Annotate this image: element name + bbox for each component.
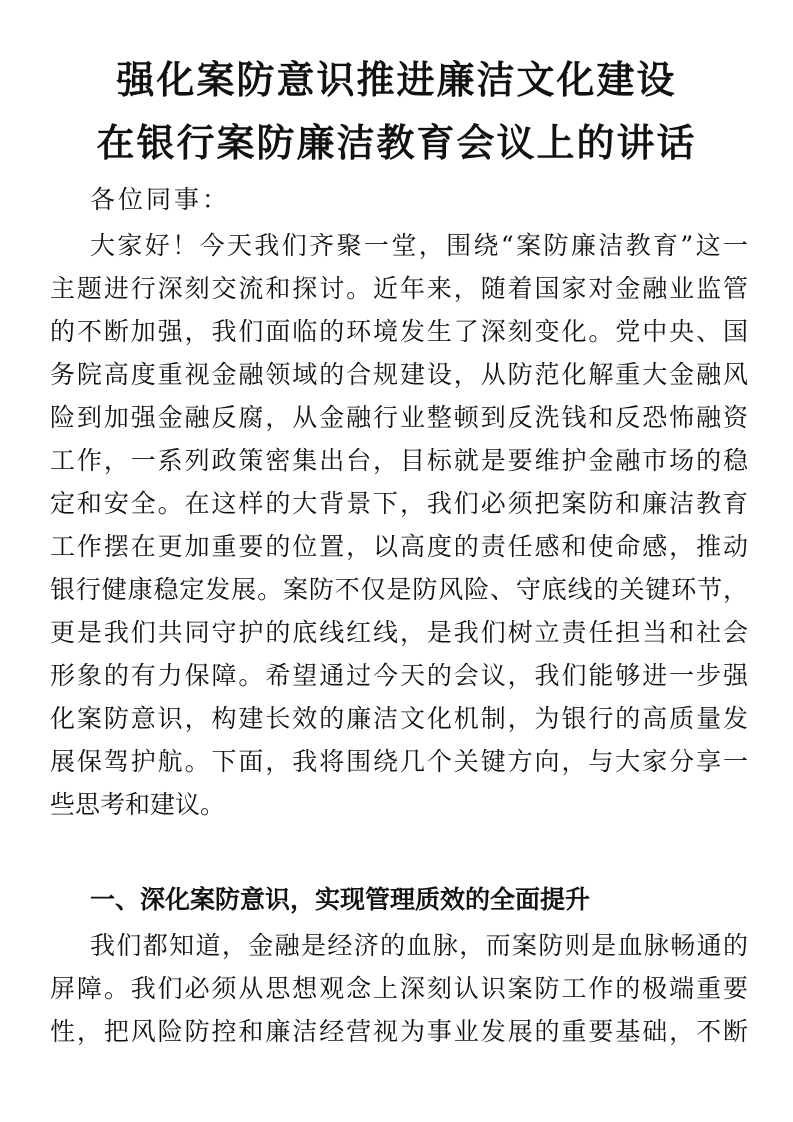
document-subtitle: 在银行案防廉洁教育会议上的讲话 bbox=[96, 120, 697, 165]
text-line: 工作摆在更加重要的位置，以高度的责任感和使命感，推动 bbox=[50, 532, 748, 561]
text-line: 屏障。我们必须从思想观念上深刻认识案防工作的极端重要 bbox=[50, 974, 748, 1003]
text-line: 务院高度重视金融领域的合规建设，从防范化解重大金融风 bbox=[50, 360, 748, 389]
text-line: 些思考和建议。 bbox=[50, 790, 226, 819]
text-line: 的不断加强，我们面临的环境发生了深刻变化。党中央、国 bbox=[50, 317, 748, 346]
text-line: 银行健康稳定发展。案防不仅是防风险、守底线的关键环节， bbox=[50, 575, 748, 604]
salutation: 各位同事： bbox=[90, 185, 231, 214]
text-line: 工作，一系列政策密集出台，目标就是要维护金融市场的稳 bbox=[50, 446, 748, 475]
text-line: 展保驾护航。下面，我将围绕几个关键方向，与大家分享一 bbox=[50, 747, 748, 776]
text-line: 更是我们共同守护的底线红线，是我们树立责任担当和社会 bbox=[50, 618, 748, 647]
text-line: 性，把风险防控和廉洁经营视为事业发展的重要基础，不断 bbox=[50, 1017, 748, 1046]
text-line: 定和安全。在这样的大背景下，我们必须把案防和廉洁教育 bbox=[50, 489, 748, 518]
paragraph-intro bbox=[50, 224, 748, 826]
text-line: 形象的有力保障。希望通过今天的会议，我们能够进一步强 bbox=[50, 661, 748, 690]
text-line: 主题进行深刻交流和探讨。近年来，随着国家对金融业监管 bbox=[50, 274, 748, 303]
text-line: 化案防意识，构建长效的廉洁文化机制，为银行的高质量发 bbox=[50, 704, 748, 733]
section-heading: 一、深化案防意识，实现管理质效的全面提升 bbox=[90, 885, 591, 914]
document-title: 强化案防意识推进廉洁文化建设 bbox=[116, 57, 677, 102]
text-line: 我们都知道，金融是经济的血脉，而案防则是血脉畅通的 bbox=[90, 931, 748, 960]
text-line: 大家好！今天我们齐聚一堂，围绕“案防廉洁教育”这一 bbox=[90, 231, 748, 260]
text-line: 险到加强金融反腐，从金融行业整顿到反洗钱和反恐怖融资 bbox=[50, 403, 748, 432]
paragraph-section-1 bbox=[50, 924, 748, 1053]
